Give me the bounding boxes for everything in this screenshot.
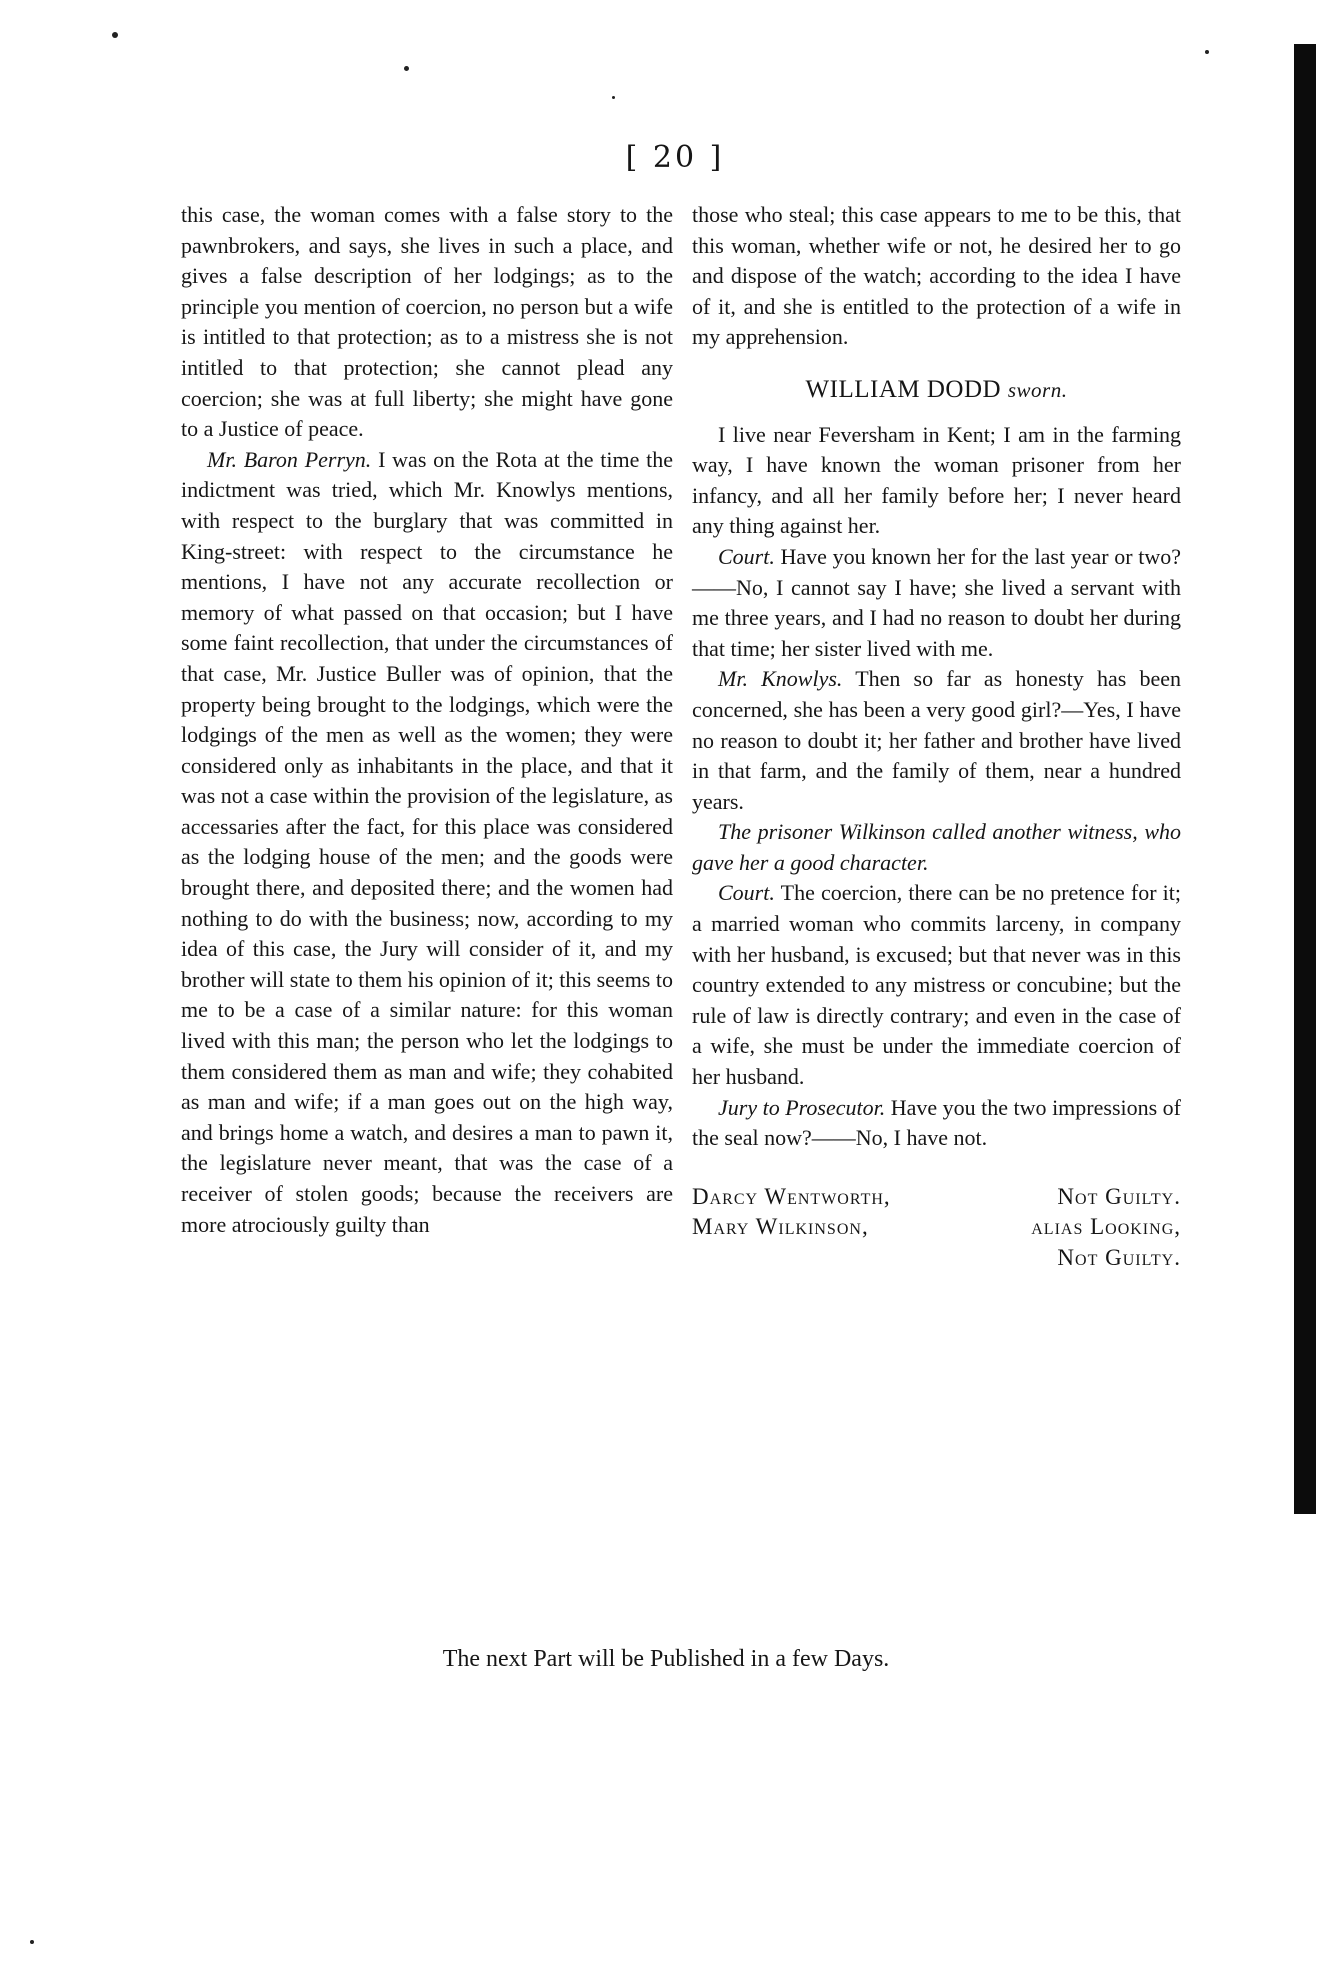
paragraph-text: I was on the Rota at the time the indictment was tried, which Mr. Knowlys mentions, with respect to the burglary that was committed in King-street: with respect to the circumstance he mentions, I have not any accurate recollection or memory of what passed on that occasion; but I have some faint recollection, that under the circumstances of that case, Mr. Justice Buller was of opinion, that the property being brought to the lodgings, which were the lodgings of the men as well as the women; they were considered only as inhabitants in the place, and that it was not a case within the provision of the legislature, as accessaries after the fact, for this place was considered as the lodging house of the men; and the goods were brought there, and deposited there; and the women had nothing to do with the business; now, according to my idea of this case, the Jury will consider of it, and my brother will state to them his opinion of it; this seems to me to be a case of a similar nature: for this woman lived with this man; the person who let the lodgings to them considered them as man and wife; they cohabited as man and wife; if a man goes out on the high way, and brings home a watch, and desires a man to pawn it, the legislature never meant, that was the case of a receiver of stolen goods; because the receivers are more atrociously guilty than <box>181 446 673 1237</box>
verdict-text: Not Guilty. <box>1057 1183 1181 1209</box>
italic-note: The prisoner Wilkinson called another witness, who gave her a good character. <box>692 819 1181 875</box>
paragraph <box>692 542 1181 664</box>
ink-speck <box>612 96 615 99</box>
witness-name: WILLIAM DODD <box>805 375 1002 403</box>
paragraph-text: Then so far as honesty has been concerned, she has been a very good girl?—Yes, I have no reason to doubt it; her father and brother have lived in that farm, and the family of them, near a hundred years. <box>692 666 1181 814</box>
paragraph-text: I live near Feversham in Kent; I am in the farming way, I have known the woman prisoner from her infancy, and all her family before her; I never heard any thing against her. <box>692 421 1181 539</box>
ink-speck <box>1205 50 1209 54</box>
verdict-line <box>692 1182 1181 1213</box>
defendant-name: Darcy Wentworth, <box>692 1183 891 1209</box>
witness-heading <box>692 375 1181 406</box>
defendant-name: Mary Wilkinson, <box>692 1214 869 1240</box>
paragraph <box>692 1093 1181 1154</box>
verdict-text: Not Guilty. <box>1057 1245 1181 1270</box>
speaker-label: Court. <box>718 880 775 906</box>
verdict-line <box>692 1212 1181 1243</box>
speaker-label: Court. <box>718 543 775 569</box>
speaker-label: Jury to Prosecutor. <box>718 1094 886 1120</box>
left-column <box>181 200 673 1240</box>
speaker-label: Mr. Knowlys. <box>718 666 843 692</box>
right-column <box>692 200 1181 1274</box>
ink-speck <box>112 32 118 38</box>
speaker-label: Mr. Baron Perryn. <box>207 446 372 472</box>
ink-speck <box>30 1940 34 1944</box>
page-edge-bar <box>1294 44 1316 1514</box>
page-number: [ 20 ] <box>625 140 725 175</box>
paragraph-text: The coercion, there can be no pretence for it; a married woman who commits larceny, in company with her husband, is excused; but that never was in this country extended to any mistress or concubine; but the rule of law is directly contrary; and even in the case of a wife, she must be under the immediate coercion of her husband. <box>692 880 1182 1090</box>
paragraph <box>181 445 673 1240</box>
paragraph: those who steal; this case appears to me to be this, that this woman, whether wife or not, he desired her to go and dispose of the watch; according to the idea I have of it, and she is entitled to the protection of a wife in my apprehension. <box>692 202 1181 350</box>
paragraph-text: Have you known her for the last year or two?——No, I cannot say I have; she lived a servant with me three years, and I had no reason to doubt her during that time; her sister lived with me. <box>692 543 1181 661</box>
verdict-block <box>692 1182 1181 1274</box>
witness-status: sworn. <box>1007 377 1068 402</box>
paragraph <box>181 200 673 445</box>
paragraph <box>692 420 1181 542</box>
paragraph-text: this case, the woman comes with a false story to the pawnbrokers, and says, she lives in such a place, and gives a false description of her lodgings; as to the principle you mention of coercion, no person but a wife is intitled to that protection; as to a mistress she is not intitled to that protection; she cannot plead any coercion; she was at full liberty; she might have gone to a Justice of peace. <box>181 202 673 442</box>
paragraph <box>692 878 1181 1092</box>
footer-notice: The next Part will be Published in a few Days. <box>442 1646 890 1672</box>
ink-speck <box>404 66 409 71</box>
verdict-line <box>692 1243 1181 1274</box>
paragraph-text: Have you the two impressions of the seal now?——No, I have not. <box>692 1094 1182 1151</box>
paragraph <box>692 664 1181 817</box>
defendant-alias: alias Looking, <box>1031 1214 1181 1240</box>
